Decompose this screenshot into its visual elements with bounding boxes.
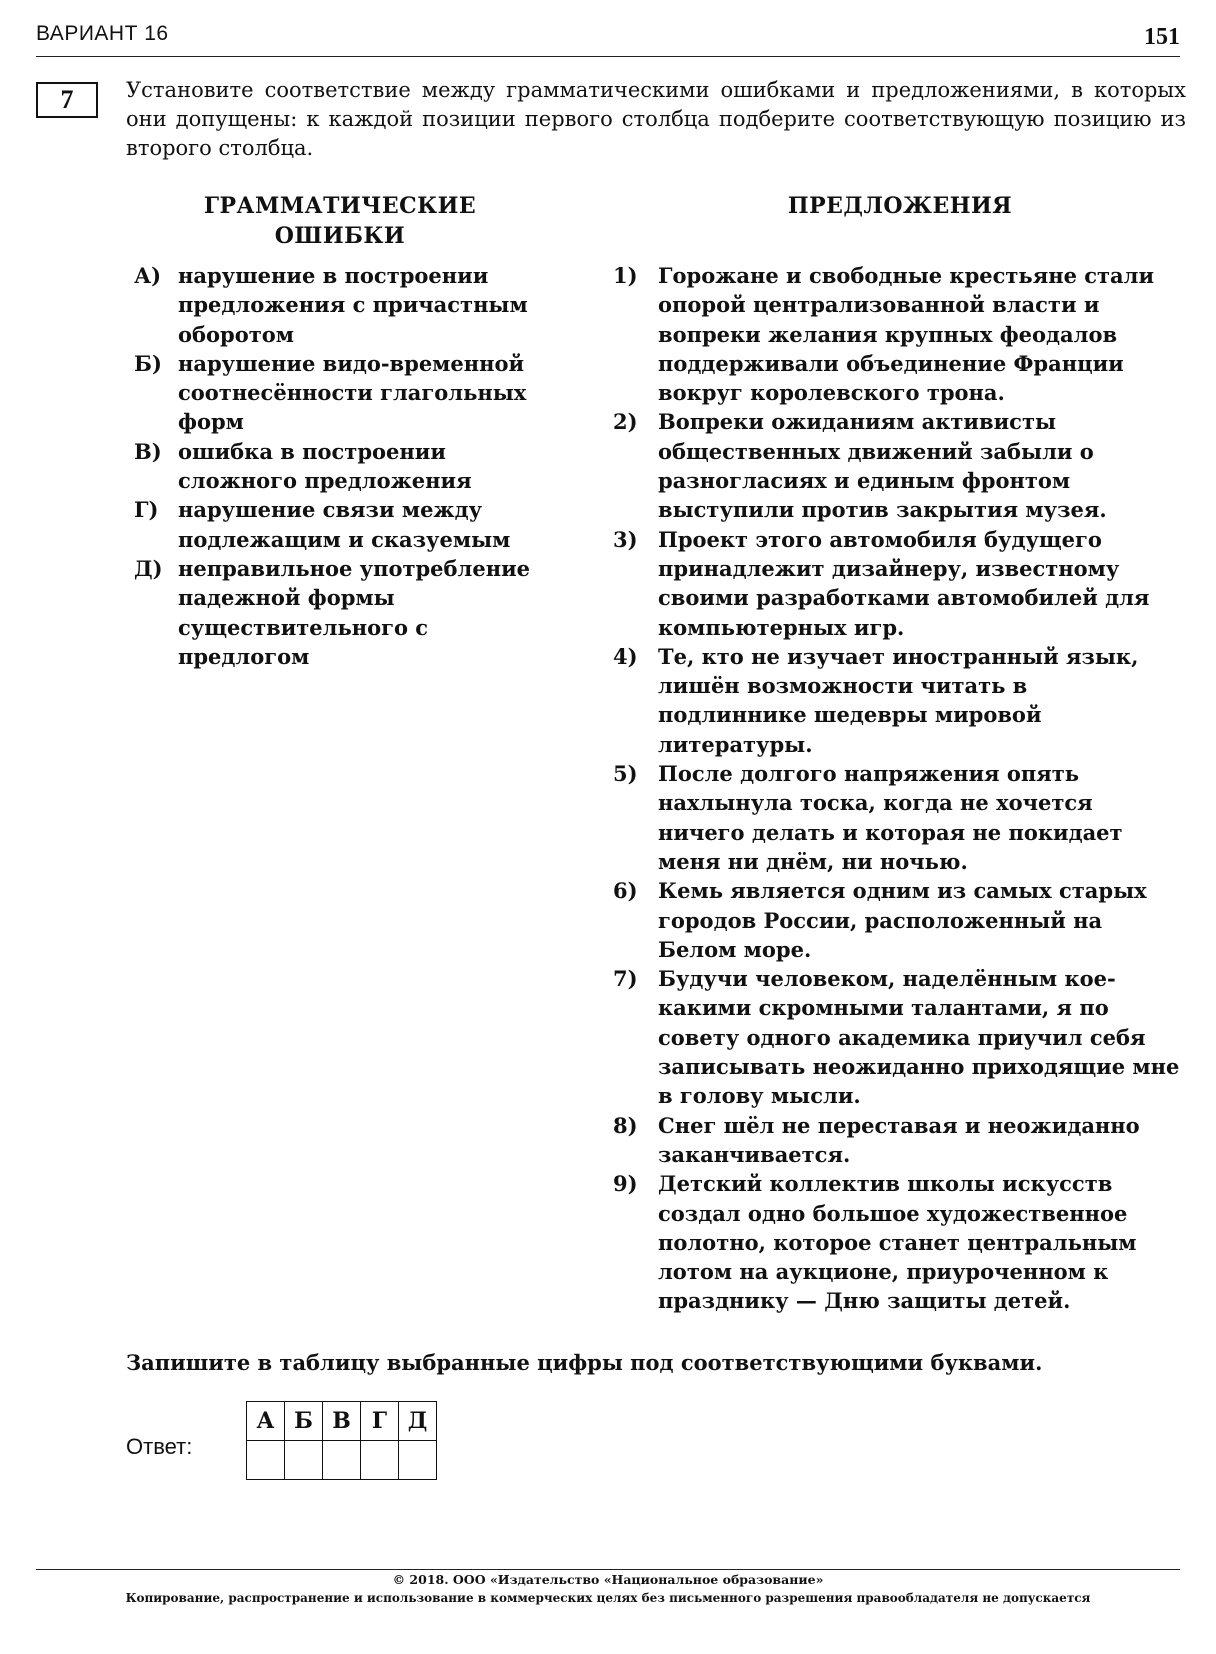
answer-input-cell[interactable] [285,1441,323,1480]
list-item [134,349,544,437]
item-marker: 9) [613,1171,638,1197]
list-item [613,1111,1183,1170]
answer-letter-cell: Д [399,1402,437,1441]
item-marker: 6) [613,878,638,904]
item-text: Будучи человеком, наделённым кое-какими скромными талантами, я по совету одного академика приучил себя записывать неожиданно приходящие мне в голову мысли. [658,966,1180,1109]
list-item [613,1169,1183,1315]
list-item [613,407,1183,524]
list-item [134,437,544,496]
answer-table [246,1401,437,1480]
item-text: нарушение связи между подлежащим и сказуемым [178,497,511,552]
answer-instruction: Запишите в таблицу выбранные цифры под соответствующими буквами. [126,1350,1043,1375]
item-text: Горожане и свободные крестьяне стали опорой централизованной власти и вопреки желания крупных феодалов поддерживали объединение Франции вокруг королевского трона. [658,263,1155,406]
answer-letter-cell: Г [361,1402,399,1441]
item-marker: 2) [613,409,638,435]
item-text: неправильное употребление падежной формы существительного с предлогом [178,555,531,669]
list-item [613,964,1183,1110]
header-divider [36,56,1180,57]
item-marker: В) [134,438,162,464]
footer-copyright: © 2018. ООО «Издательство «Национальное образование» [392,1572,824,1587]
item-text: ошибка в построении сложного предложения [178,438,472,494]
list-item [613,876,1183,964]
page-number: 151 [1144,24,1180,50]
answer-input-cell[interactable] [361,1441,399,1480]
list-item [613,759,1183,876]
sentences-list [613,261,1183,1316]
item-text: Вопреки ожиданиям активисты общественных движений забыли о разногласиях и единым фронтом выступили против закрытия музея. [658,409,1107,523]
left-column-heading: ГРАММАТИЧЕСКИЕ ОШИБКИ [203,193,477,249]
item-text: нарушение видо-временной соотнесённости глагольных форм [178,350,527,435]
answer-header-row [247,1402,437,1441]
answer-input-cell[interactable] [247,1441,285,1480]
item-text: Детский коллектив школы искусств создал одно большое художественное полотно, которое станет центральным лотом на аукционе, приуроченном к празднику — Дню защиты детей. [658,1171,1137,1314]
right-column-heading: ПРЕДЛОЖЕНИЯ [787,193,1013,219]
answer-input-cell[interactable] [323,1441,361,1480]
item-text: Снег шёл не переставая и неожиданно заканчивается. [658,1112,1140,1167]
item-marker: Д) [134,555,163,581]
item-marker: 3) [613,526,638,552]
answer-value-row [247,1441,437,1480]
item-text: нарушение в построении предложения с причастным оборотом [178,263,528,347]
item-text: Кемь является одним из самых старых городов России, расположенный на Белом море. [658,878,1147,962]
task-instruction: Установите соответствие между грамматическими ошибками и предложениями, в которых они допущены: к каждой позиции первого столбца подберите соответствующую позицию из второго столбца. [126,78,1186,160]
item-text: После долгого напряжения опять нахлынула тоска, когда не хочется ничего делать и которая не покидает меня ни днём, ни ночью. [658,761,1123,874]
item-text: Проект этого автомобиля будущего принадлежит дизайнеру, известному своими разработками автомобилей для компьютерных игр. [658,526,1150,640]
list-item [613,642,1183,759]
list-item [613,261,1183,407]
list-item [613,525,1183,642]
answer-letter-cell: Б [285,1402,323,1441]
list-item [134,261,544,349]
answer-letter-cell: В [323,1402,361,1441]
item-text: Те, кто не изучает иностранный язык, лишён возможности читать в подлиннике шедевры мировой литературы. [658,643,1139,757]
item-marker: А) [134,263,162,288]
answer-input-cell[interactable] [399,1441,437,1480]
footer-notice: Копирование, распространение и использование в коммерческих целях без письменного разрешения правообладателя не допускается [125,1591,1091,1605]
item-marker: 7) [613,966,638,992]
list-item [134,554,544,671]
answer-letter-cell: А [247,1402,285,1441]
item-marker: 5) [613,761,638,787]
item-marker: 8) [613,1112,638,1138]
item-marker: 4) [613,643,638,669]
list-item [134,495,544,554]
grammar-errors-list [134,261,544,671]
variant-label: ВАРИАНТ 16 [36,22,169,45]
item-marker: Г) [134,497,159,523]
footer-divider [36,1569,1180,1570]
task-number-box: 7 [36,82,98,118]
answer-label: Ответ: [126,1434,193,1459]
item-marker: 1) [613,263,638,288]
item-marker: Б) [134,350,162,376]
